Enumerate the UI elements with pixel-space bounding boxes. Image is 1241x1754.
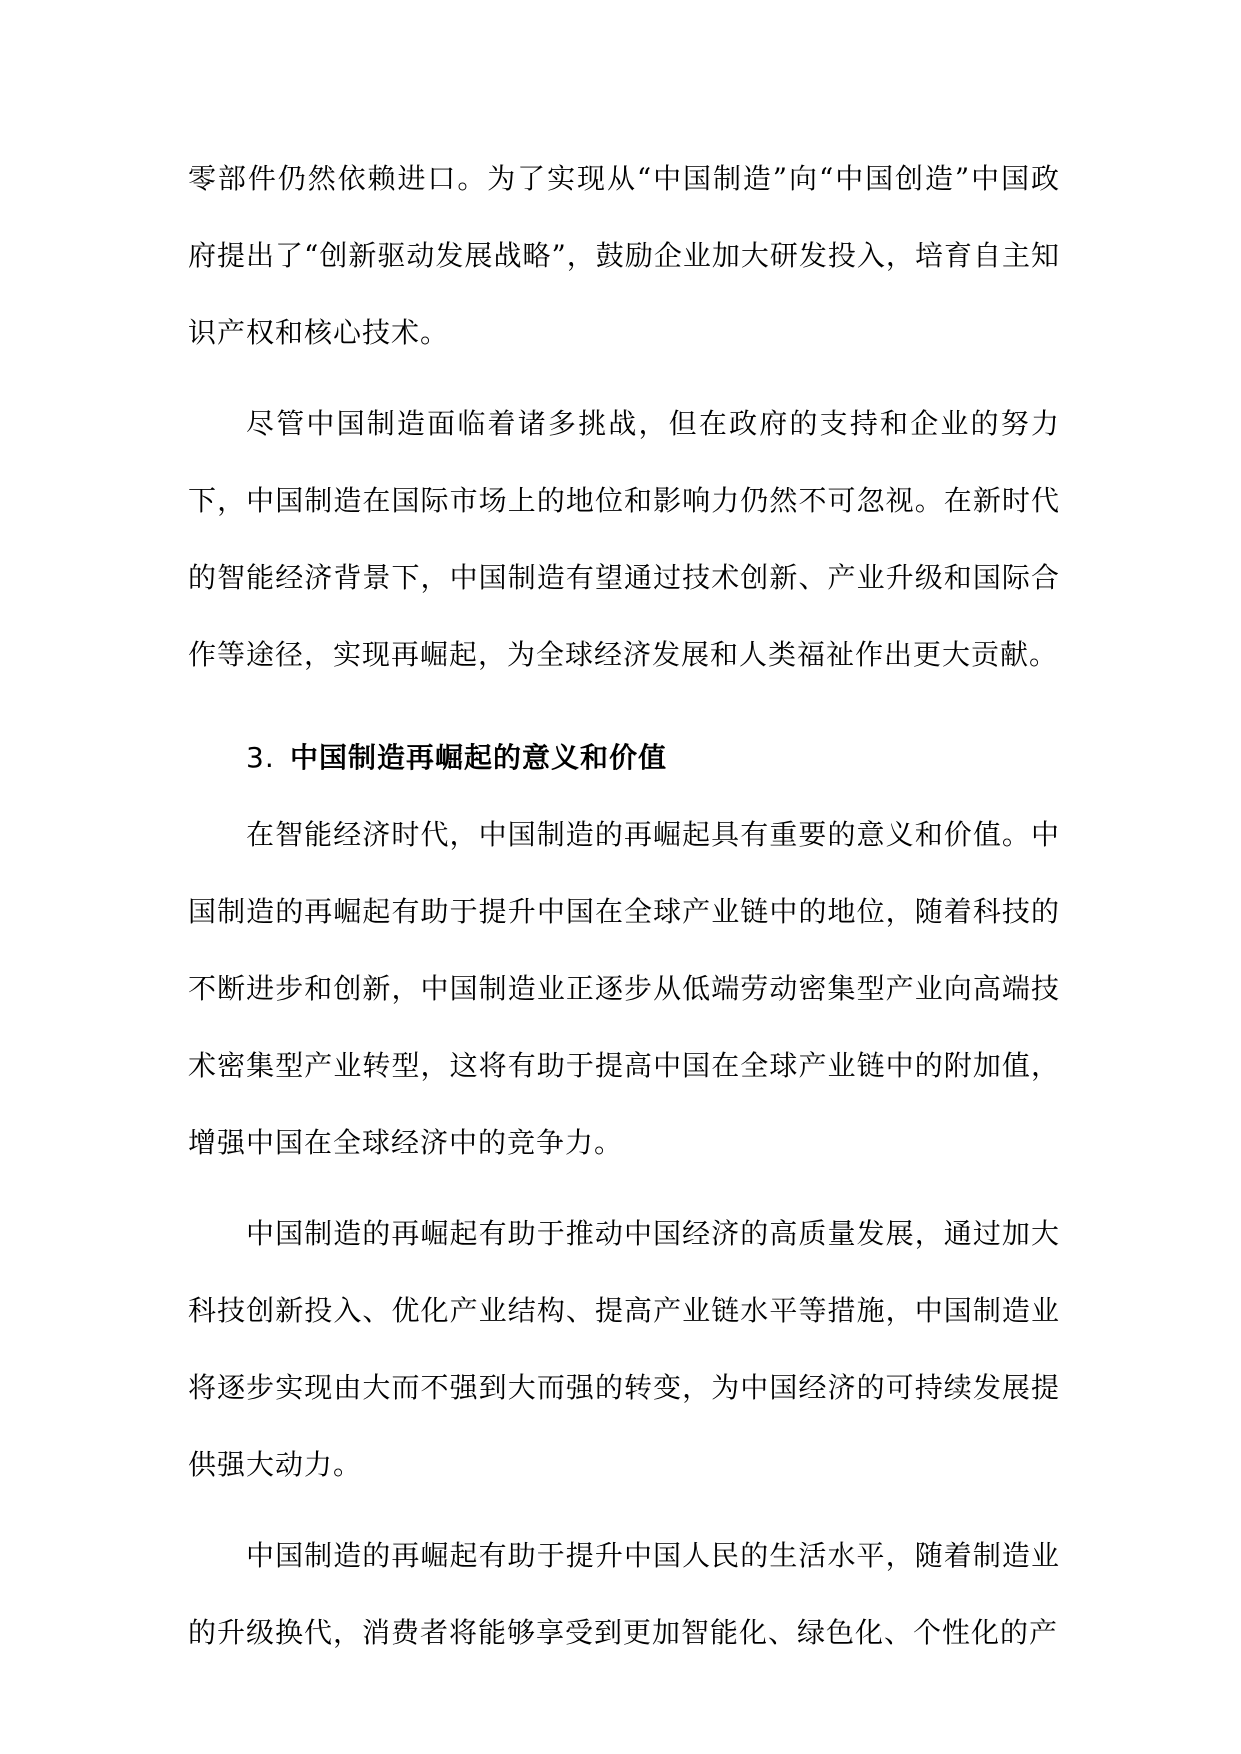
paragraph-5: 中国制造的再崛起有助于提升中国人民的生活水平，随着制造业的升级换代，消费者将能够享受到更加智能化、绿色化、个性化的产: [188, 1539, 1060, 1649]
section-title: 中国制造再崛起的意义和价值: [290, 741, 668, 774]
paragraph-spacer: [188, 1503, 1060, 1517]
paragraph-2: 尽管中国制造面临着诸多挑战，但在政府的支持和企业的努力下，中国制造在国际市场上的地位和影响力仍然不可忽视。在新时代的智能经济背景下，中国制造有望通过技术创新、产业升级和国际合作等途径，实现再崛起，为全球经济发展和人类福祉作出更大贡献。: [188, 407, 1060, 671]
paragraph-1: 零部件仍然依赖进口。为了实现从“中国制造”向“中国创造”中国政府提出了“创新驱动发展战略”，鼓励企业加大研发投入，培育自主知识产权和核心技术。: [188, 162, 1060, 349]
section-number: 3.: [246, 741, 275, 774]
paragraph-spacer: [188, 371, 1060, 385]
paragraph-4: 中国制造的再崛起有助于推动中国经济的高质量发展，通过加大科技创新投入、优化产业结构、提高产业链水平等措施，中国制造业将逐步实现由大而不强到大而强的转变，为中国经济的可持续发展提供强大动力。: [188, 1217, 1060, 1481]
paragraph-3: 在智能经济时代，中国制造的再崛起具有重要的意义和价值。中国制造的再崛起有助于提升中国在全球产业链中的地位，随着科技的不断进步和创新，中国制造业正逐步从低端劳动密集型产业向高端技术密集型产业转型，这将有助于提高中国在全球产业链中的附加值，增强中国在全球经济中的竞争力。: [188, 818, 1060, 1159]
section-heading: [188, 719, 1060, 796]
document-body: [188, 140, 1060, 1671]
section-spacer: [188, 693, 1060, 719]
paragraph-spacer: [188, 1181, 1060, 1195]
